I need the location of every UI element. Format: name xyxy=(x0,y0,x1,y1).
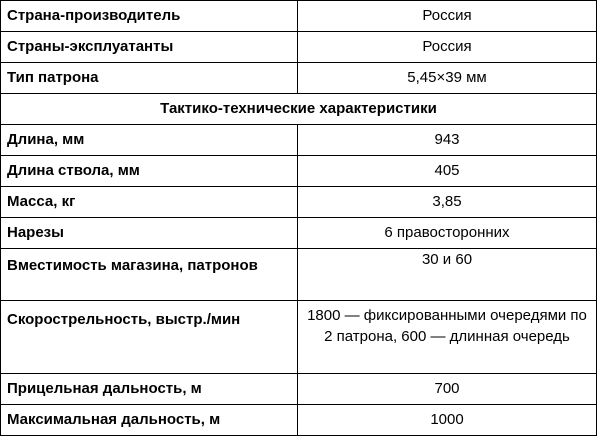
table-row-country xyxy=(1,1,597,32)
row-value: 30 и 60 xyxy=(298,249,597,301)
row-value: 943 xyxy=(298,125,597,156)
table-row-section-header xyxy=(1,94,597,125)
row-label: Максимальная дальность, м xyxy=(1,405,298,436)
row-label: Прицельная дальность, м xyxy=(1,374,298,405)
row-value: 1800 — фиксированными очередями по 2 патрона, 600 — длинная очередь xyxy=(298,301,597,374)
table-row-rate-of-fire xyxy=(1,301,597,374)
row-label: Тип патрона xyxy=(1,63,298,94)
section-title: Тактико-технические характеристики xyxy=(1,94,597,125)
row-label: Вместимость магазина, патронов xyxy=(1,249,298,301)
row-value: Россия xyxy=(298,1,597,32)
row-value: 3,85 xyxy=(298,187,597,218)
row-label: Нарезы xyxy=(1,218,298,249)
table-row-max-range xyxy=(1,405,597,436)
row-value: 6 правосторонних xyxy=(298,218,597,249)
row-label: Длина ствола, мм xyxy=(1,156,298,187)
table-row-cartridge xyxy=(1,63,597,94)
table-row-operators xyxy=(1,32,597,63)
row-value: Россия xyxy=(298,32,597,63)
table-row-mass xyxy=(1,187,597,218)
row-value: 700 xyxy=(298,374,597,405)
table-row-length xyxy=(1,125,597,156)
row-value: 405 xyxy=(298,156,597,187)
row-label: Скорострельность, выстр./мин xyxy=(1,301,298,374)
row-label: Длина, мм xyxy=(1,125,298,156)
row-value: 5,45×39 мм xyxy=(298,63,597,94)
row-label: Масса, кг xyxy=(1,187,298,218)
table-row-sighting-range xyxy=(1,374,597,405)
table-row-rifling xyxy=(1,218,597,249)
row-label: Страна-производитель xyxy=(1,1,298,32)
row-label: Страны-эксплуатанты xyxy=(1,32,298,63)
row-value: 1000 xyxy=(298,405,597,436)
table-row-barrel-length xyxy=(1,156,597,187)
table-row-magazine xyxy=(1,249,597,301)
